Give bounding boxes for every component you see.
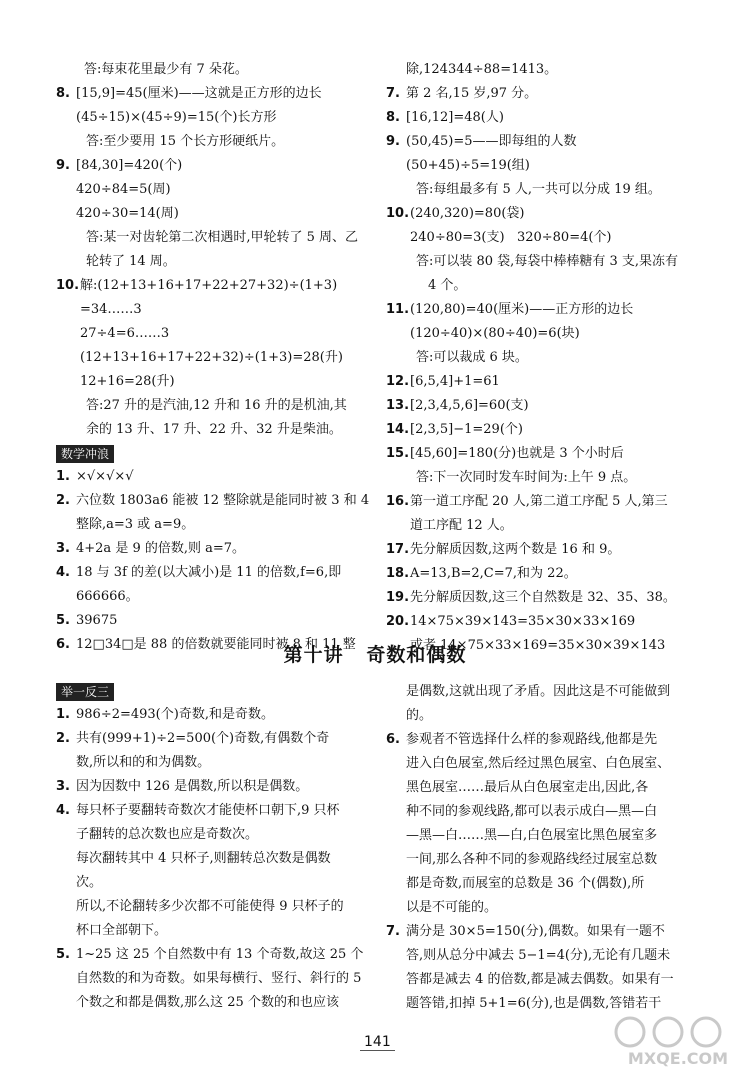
section-badge: 数学冲浪 [56,445,114,463]
text-line: 或者 14×75×33×169=35×30×39×143 [410,638,666,653]
answer-line: 答:可以裁成 6 块。 [416,350,528,365]
text-line: 18 与 3f 的差(以大减小)是 11 的倍数,f=6,即 [76,565,342,580]
item-r16 [386,490,696,538]
bottom-right-column [386,680,696,1016]
text-line: 一间,那么各种不同的参观路线经过展室总数 [406,852,658,867]
text-line: 39675 [76,613,118,628]
text-line: 六位数 1803a6 能被 12 整除就是能同时被 3 和 4 [76,493,370,508]
item-r13 [386,394,696,418]
text-line: —黑—白……黑—白,白色展室比黑色展室多 [406,828,658,843]
item-number: 9. [386,134,400,149]
watermark-text: MXQE.COM [627,1049,729,1068]
section-badge: 举一反三 [56,683,114,701]
text-line: 黑色展室……最后从白色展室走出,因此,各 [406,780,649,795]
text-line: 4+2a 是 9 的倍数,则 a=7。 [76,541,246,556]
text-line: 的。 [406,708,433,723]
item-number: 14. [386,422,410,437]
practice-item-5 [56,943,364,1015]
text-line: 答,则从总分中减去 5−1=4(分),无论有几题未 [406,948,671,963]
item-number: 12. [386,374,410,389]
text-line: 答都是减去 4 的倍数,都是减去偶数。如果有一 [406,972,674,987]
text-line: [6,5,4]+1=61 [410,374,500,389]
text-line: 666666。 [76,589,139,604]
text-line: 参观者不管选择什么样的参观路线,他都是先 [406,732,658,747]
answer-line: 答:27 升的是汽油,12 升和 16 升的是机油,其 [86,398,347,413]
answer-line: 答:可以装 80 袋,每袋中棒棒糖有 3 支,果冻有 [416,254,678,269]
text-line: 420÷84=5(周) [76,182,171,197]
text-line: (50+45)÷5=19(组) [406,158,530,173]
surf-item-5 [56,609,356,633]
text-line: (50,45)=5——即每组的人数 [406,134,577,149]
text-line: 420÷30=14(周) [76,206,179,221]
item-number: 15. [386,446,410,461]
text-line: 因为因数中 126 是偶数,所以积是偶数。 [76,779,309,794]
item-number: 5. [56,947,70,962]
item-number: 11. [386,302,410,317]
practice-item-1 [56,703,356,727]
item-r11 [386,298,696,370]
answer-line: 答:每组最多有 5 人,一共可以分成 19 组。 [416,182,661,197]
practice-item-4 [56,799,356,943]
item-number: 2. [56,493,70,508]
text-line: 数,所以和的和为偶数。 [76,755,211,770]
text-line: 每只杯子要翻转奇数次才能使杯口朝下,9 只杯 [76,803,340,818]
answer-line: 答:至少要用 15 个长方形硬纸片。 [86,134,285,149]
practice-item-6 [386,728,696,920]
surf-item-3 [56,537,356,561]
item-number: 10. [386,206,410,221]
text-line: (240,320)=80(袋) [410,206,525,221]
item-r12 [386,370,696,394]
item-8 [56,82,356,154]
text-line: 次。 [76,875,103,890]
answer-line: 轮转了 14 周。 [86,254,176,269]
text-line: 共有(999+1)÷2=500(个)奇数,有偶数个奇 [76,731,330,746]
item-number: 5. [56,613,70,628]
bottom-left-column [56,680,364,1015]
item-number: 13. [386,398,410,413]
text-line: 子翻转的总次数也应是奇数次。 [76,827,259,842]
chapter-title: 第十讲 奇数和偶数 [283,644,467,666]
practice-item-3 [56,775,356,799]
item-number: 1. [56,707,70,722]
text-line: 除,124344÷88=1413。 [406,62,558,77]
text-line: 是偶数,这就出现了矛盾。因此这是不可能做到 [406,684,671,699]
item-number: 4. [56,803,70,818]
surf-item-1 [56,465,356,489]
text-line: 道工序配 12 人。 [410,518,513,533]
answer-line: 答:某一对齿轮第二次相遇时,甲轮转了 5 周、乙 [86,230,359,245]
item-number: 3. [56,541,70,556]
item-r18 [386,562,696,586]
text-line: 27÷4=6……3 [80,326,170,341]
surf-item-2 [56,489,370,537]
item-number: 1. [56,469,70,484]
text-line: 杯口全部朝下。 [76,923,168,938]
top-right-column [386,58,696,658]
text-line: [2,3,4,5,6]=60(支) [410,398,529,413]
item-number: 19. [386,590,410,605]
text-line: (120÷40)×(80÷40)=6(块) [410,326,580,341]
item-r7 [386,82,696,106]
item-number: 7. [386,86,400,101]
answer-line: 答:每束花里最少有 7 朵花。 [84,62,248,77]
item-r17 [386,538,696,562]
item-number: 7. [386,924,400,939]
text-line: (120,80)=40(厘米)——正方形的边长 [410,302,634,317]
text-line: 题答错,扣掉 5+1=6(分),也是偶数,答错若干 [406,996,662,1011]
item-9 [56,154,359,274]
item-number: 2. [56,731,70,746]
item-number: 6. [56,637,70,652]
text-line: 986÷2=493(个)奇数,和是奇数。 [76,707,274,722]
text-line: ×√×√×√ [76,469,134,484]
item-r14 [386,418,696,442]
text-line: 12+16=28(升) [80,374,175,389]
item-r10 [386,202,696,298]
item-r8 [386,106,696,130]
text-line: [2,3,5]−1=29(个) [410,422,523,437]
text-line: 整除,a=3 或 a=9。 [76,517,195,532]
answer-line: 4 个。 [428,278,467,293]
item-number: 8. [386,110,400,125]
text-line: 第 2 名,15 岁,97 分。 [406,86,538,101]
item-number: 4. [56,565,70,580]
text-line: =34……3 [80,302,142,317]
page-number: 141 [360,1034,395,1051]
text-line: A=13,B=2,C=7,和为 22。 [410,566,577,581]
text-line: [15,9]=45(厘米)——这就是正方形的边长 [76,86,322,101]
text-line: 1~25 这 25 个自然数中有 13 个奇数,故这 25 个 [76,947,364,962]
surf-item-4 [56,561,356,609]
item-number: 10. [56,278,80,293]
text-line: 所以,不论翻转多少次都不可能使得 9 只杯子的 [76,899,344,914]
text-line: 自然数的和为奇数。如果每横行、竖行、斜行的 5 [76,971,362,986]
practice-item-2 [56,727,356,775]
item-number: 9. [56,158,70,173]
text-line: 都是奇数,而展室的总数是 36 个(偶数),所 [406,876,645,891]
item-number: 18. [386,566,410,581]
text-line: (12+13+16+17+22+32)÷(1+3)=28(升) [80,350,343,365]
answer-line: 答:下一次同时发车时间为:上午 9 点。 [416,470,637,485]
item-r15 [386,442,696,490]
text-line: (45÷15)×(45÷9)=15(个)长方形 [76,110,277,125]
text-line: 先分解质因数,这三个自然数是 32、35、38。 [410,590,676,605]
item-number: 17. [386,542,410,557]
item-r9 [386,130,696,202]
text-line: [16,12]=48(人) [406,110,504,125]
text-line: 每次翻转其中 4 只杯子,则翻转总次数是偶数 [76,851,331,866]
practice-item-7 [386,920,696,1016]
text-line: 满分是 30×5=150(分),偶数。如果有一题不 [406,924,665,939]
item-number: 8. [56,86,70,101]
text-line: 第一道工序配 20 人,第二道工序配 5 人,第三 [410,494,668,509]
text-line: [84,30]=420(个) [76,158,183,173]
top-left-column [56,58,370,657]
text-line: 解:(12+13+16+17+22+27+32)÷(1+3) [80,278,338,293]
text-line: 种不同的参观线路,都可以表示成白—黑—白 [406,804,658,819]
item-number: 16. [386,494,410,509]
text-line: 个数之和都是偶数,那么这 25 个数的和也应该 [76,995,339,1010]
text-line: 240÷80=3(支) 320÷80=4(个) [410,230,612,245]
item-r19 [386,586,696,610]
item-number: 6. [386,732,400,747]
text-line: 14×75×39×143=35×30×33×169 [410,614,636,629]
text-line: 12□34□是 88 的倍数就要能同时被 8 和 11 整 [76,637,356,652]
text-line: 进入白色展室,然后经过黑色展室、白色展室、 [406,756,671,771]
text-line: [45,60]=180(分)也就是 3 个小时后 [410,446,624,461]
item-10 [56,274,356,442]
answer-line: 余的 13 升、17 升、22 升、32 升是柴油。 [86,422,342,437]
text-line: 先分解质因数,这两个数是 16 和 9。 [410,542,621,557]
item-number: 20. [386,614,410,629]
item-number: 3. [56,779,70,794]
watermark-logo-icon [600,1010,750,1070]
text-line: 以是不可能的。 [406,900,498,915]
